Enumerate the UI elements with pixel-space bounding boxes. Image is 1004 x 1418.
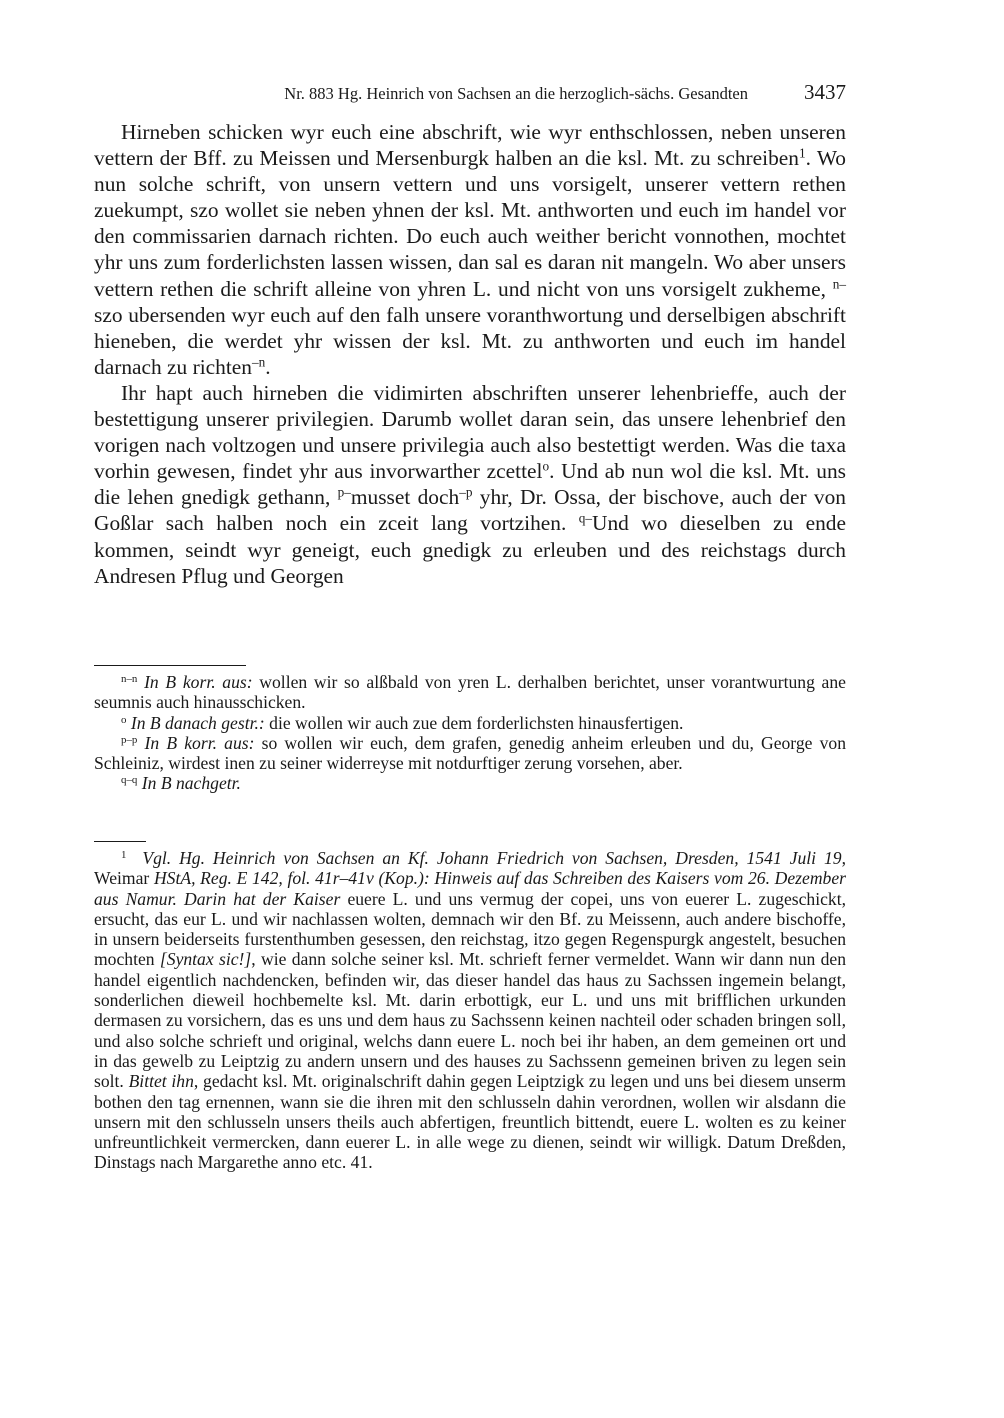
note-text: wollen wir so alßbald von yren L. derhalben berichtet, unser vorantwurtung ane seumnis auch hinausschicken. [94, 672, 846, 713]
page-number: 3437 [804, 80, 846, 104]
text-run: . Wo nun solche schrift, von unsern vettern und uns vorsigelt, unserer vettern rethen zuekumpt, szo wollet sie neben yhnen der ksl. Mt. anthworten und euch im handel vor den commissarien darnach richten. Do euch auch weither bericht vonnothen, mochtet yhr uns zum forderlichsten lassen wissen, dan sal es daran nit mangeln. Wo aber unsers vettern rethen die schrift alleine von yhren L. und nicht von uns vorsigelt zukheme, [94, 146, 847, 301]
paragraph-2 [94, 380, 846, 589]
note-text: die wollen wir auch zue dem forderlichsten hinausfertigen. [264, 712, 684, 733]
note-mark: q–q [121, 774, 138, 787]
note-label: In B korr. aus: [144, 672, 253, 692]
apparatus-note-q [94, 773, 846, 793]
apparatus-mark-n-start: n– [832, 276, 846, 292]
footnote-text-italic: HStA, Reg. E 142, fol. 41r–41v (Kop.): Hinweis auf das Schreiben des Kaisers vom 26. Dezember aus Namur. Darin hat der Kaiser [94, 868, 846, 909]
note-mark: p–p [121, 733, 138, 746]
text-run: yhr, Dr. Ossa, der bischove, auch der von Goßlar sach halben noch ein zceit lang vortzihen. [94, 485, 847, 536]
footnote-text: , Weimar [94, 848, 846, 889]
footnote-text: euere L. und uns vermug der copei, uns von euerer L. zugeschickt, ersucht, das eur L. und wir nachlassen wolten, demnach wir den Bf. zu Meissenn, auch andere bischoffe, in unsern beiderseits furstenthumben gesessen, den reichstag, itzo gegen Regenspurgk angestelt, besuchen mochten [94, 888, 846, 970]
text-run: . Und ab nun wol die ksl. Mt. uns die lehen gnedigk gethann, [94, 459, 846, 510]
footnote-text: , gedacht ksl. Mt. originalschrift dahin gegen Leiptzigk zu legen und uns bei diesem unserm bothen den tag ernennen, wann sie die ihren mit den schlusseln dahin verordnen, wollen wir alsdann die unsern mit den schlusseln unsers theils auch abfertigen, freuntlich bittendt, euere L. wolten es zu keiner unfreuntlichkeit vermercken, dann euerer L. in alle wege zu dienen, seindt wir willigk. Datum Dreßden, Dinstags nach Margarethe anno etc. 41. [94, 1071, 846, 1173]
paragraph-1 [94, 119, 846, 380]
apparatus-mark-n-end: –n [251, 354, 266, 370]
text-run: . [265, 354, 271, 379]
main-text [94, 119, 846, 589]
footnote-number: 1 [121, 849, 127, 861]
footnote-text-italic: Vgl. Hg. Heinrich von Sachsen an Kf. Johann Friedrich von Sachsen, Dresden, 1541 Juli 19 [142, 848, 842, 868]
apparatus-note-n [94, 672, 846, 713]
note-mark: o [121, 713, 127, 726]
footnote-text: , wie dann solche seiner ksl. Mt. schrieft ferner vermeldet. Wann wir dann nun den handel eigentlich nachdencken, befinden wir, das dieser handel das haus zu Sachssen ingemein belangt, sonderlichen dieweil hochbemelte ksl. Mt. darin erbottigk, eur L. und uns mit brifflichen urkunden dermasen zu vorsichern, das es uns und dem haus zu Sachssenn keinen nachteil oder schaden bringen soll, und also solche schrieft und original, welchs dann euere L. noch bei ihr haben, an dem gemeinen ort und in das gewelb zu Leiptzig zu andern unsern und des hauses zu Sachssenn gemeinen briven zu legen sein solt. [94, 949, 846, 1092]
note-label: In B danach gestr.: [130, 712, 265, 733]
text-run: Hirneben schicken wyr euch eine abschrift, wie wyr enthschlossen, neben unseren vettern der Bff. zu Meissen und Mersenburgk halben an die ksl. Mt. zu schreiben [94, 120, 846, 171]
running-head-title: Nr. 883 Hg. Heinrich von Sachsen an die herzoglich-sächs. Gesandten [284, 84, 748, 103]
footnote-text-italic: [Syntax sic!] [159, 949, 252, 970]
footnotes [94, 848, 846, 1173]
note-mark: n–n [121, 673, 138, 685]
apparatus-mark-p-end: –p [459, 485, 473, 501]
text-run: Und wo dieselben zu ende kommen, seindt wyr geneigt, euch gnedigk zu erleuben und des reichstags durch Andresen Pflug und Georgen [94, 511, 846, 588]
footnote-text-italic: Bittet ihn [128, 1071, 194, 1092]
footnote-divider [94, 841, 146, 842]
footnote-ref-1: 1 [798, 145, 806, 161]
apparatus-note-o [94, 713, 846, 733]
apparatus-mark-o: o [542, 458, 550, 474]
footnote-1 [94, 848, 846, 1173]
running-head [94, 82, 846, 108]
note-text: so wollen wir euch, dem grafen, genedig anheim erleuben und du, George von Schleiniz, wirdest inen zu seiner widerreyse mit notdurftiger zerung vorsehen, aber. [94, 732, 847, 774]
apparatus-mark-p-start: p– [337, 485, 351, 501]
apparatus-divider [94, 665, 246, 666]
critical-apparatus [94, 672, 846, 794]
apparatus-mark-q-start: q– [578, 511, 593, 527]
apparatus-note-p [94, 733, 846, 774]
text-run: Ihr hapt auch hirneben die vidimirten abschriften unserer lehenbrieffe, auch der bestettigung unserer privilegien. Darumb wollet daran sein, das unsere lehenbrief den vorigen nach voltzogen und unsere privilegia auch also bestettigt werden. Was die taxa vorhin gewesen, findet yhr aus invorwarther zcettel [94, 380, 846, 484]
text-run: musset doch [350, 485, 460, 510]
text-run: szo ubersenden wyr euch auf den falh unsere voranthwortung und derselbigen abschrift hieneben, die werdet yhr wissen der ksl. Mt. zu anthworten und euch im handel darnach zu richten [94, 302, 846, 379]
note-label: In B nachgetr. [141, 773, 241, 794]
note-label: In B korr. aus: [144, 732, 255, 753]
